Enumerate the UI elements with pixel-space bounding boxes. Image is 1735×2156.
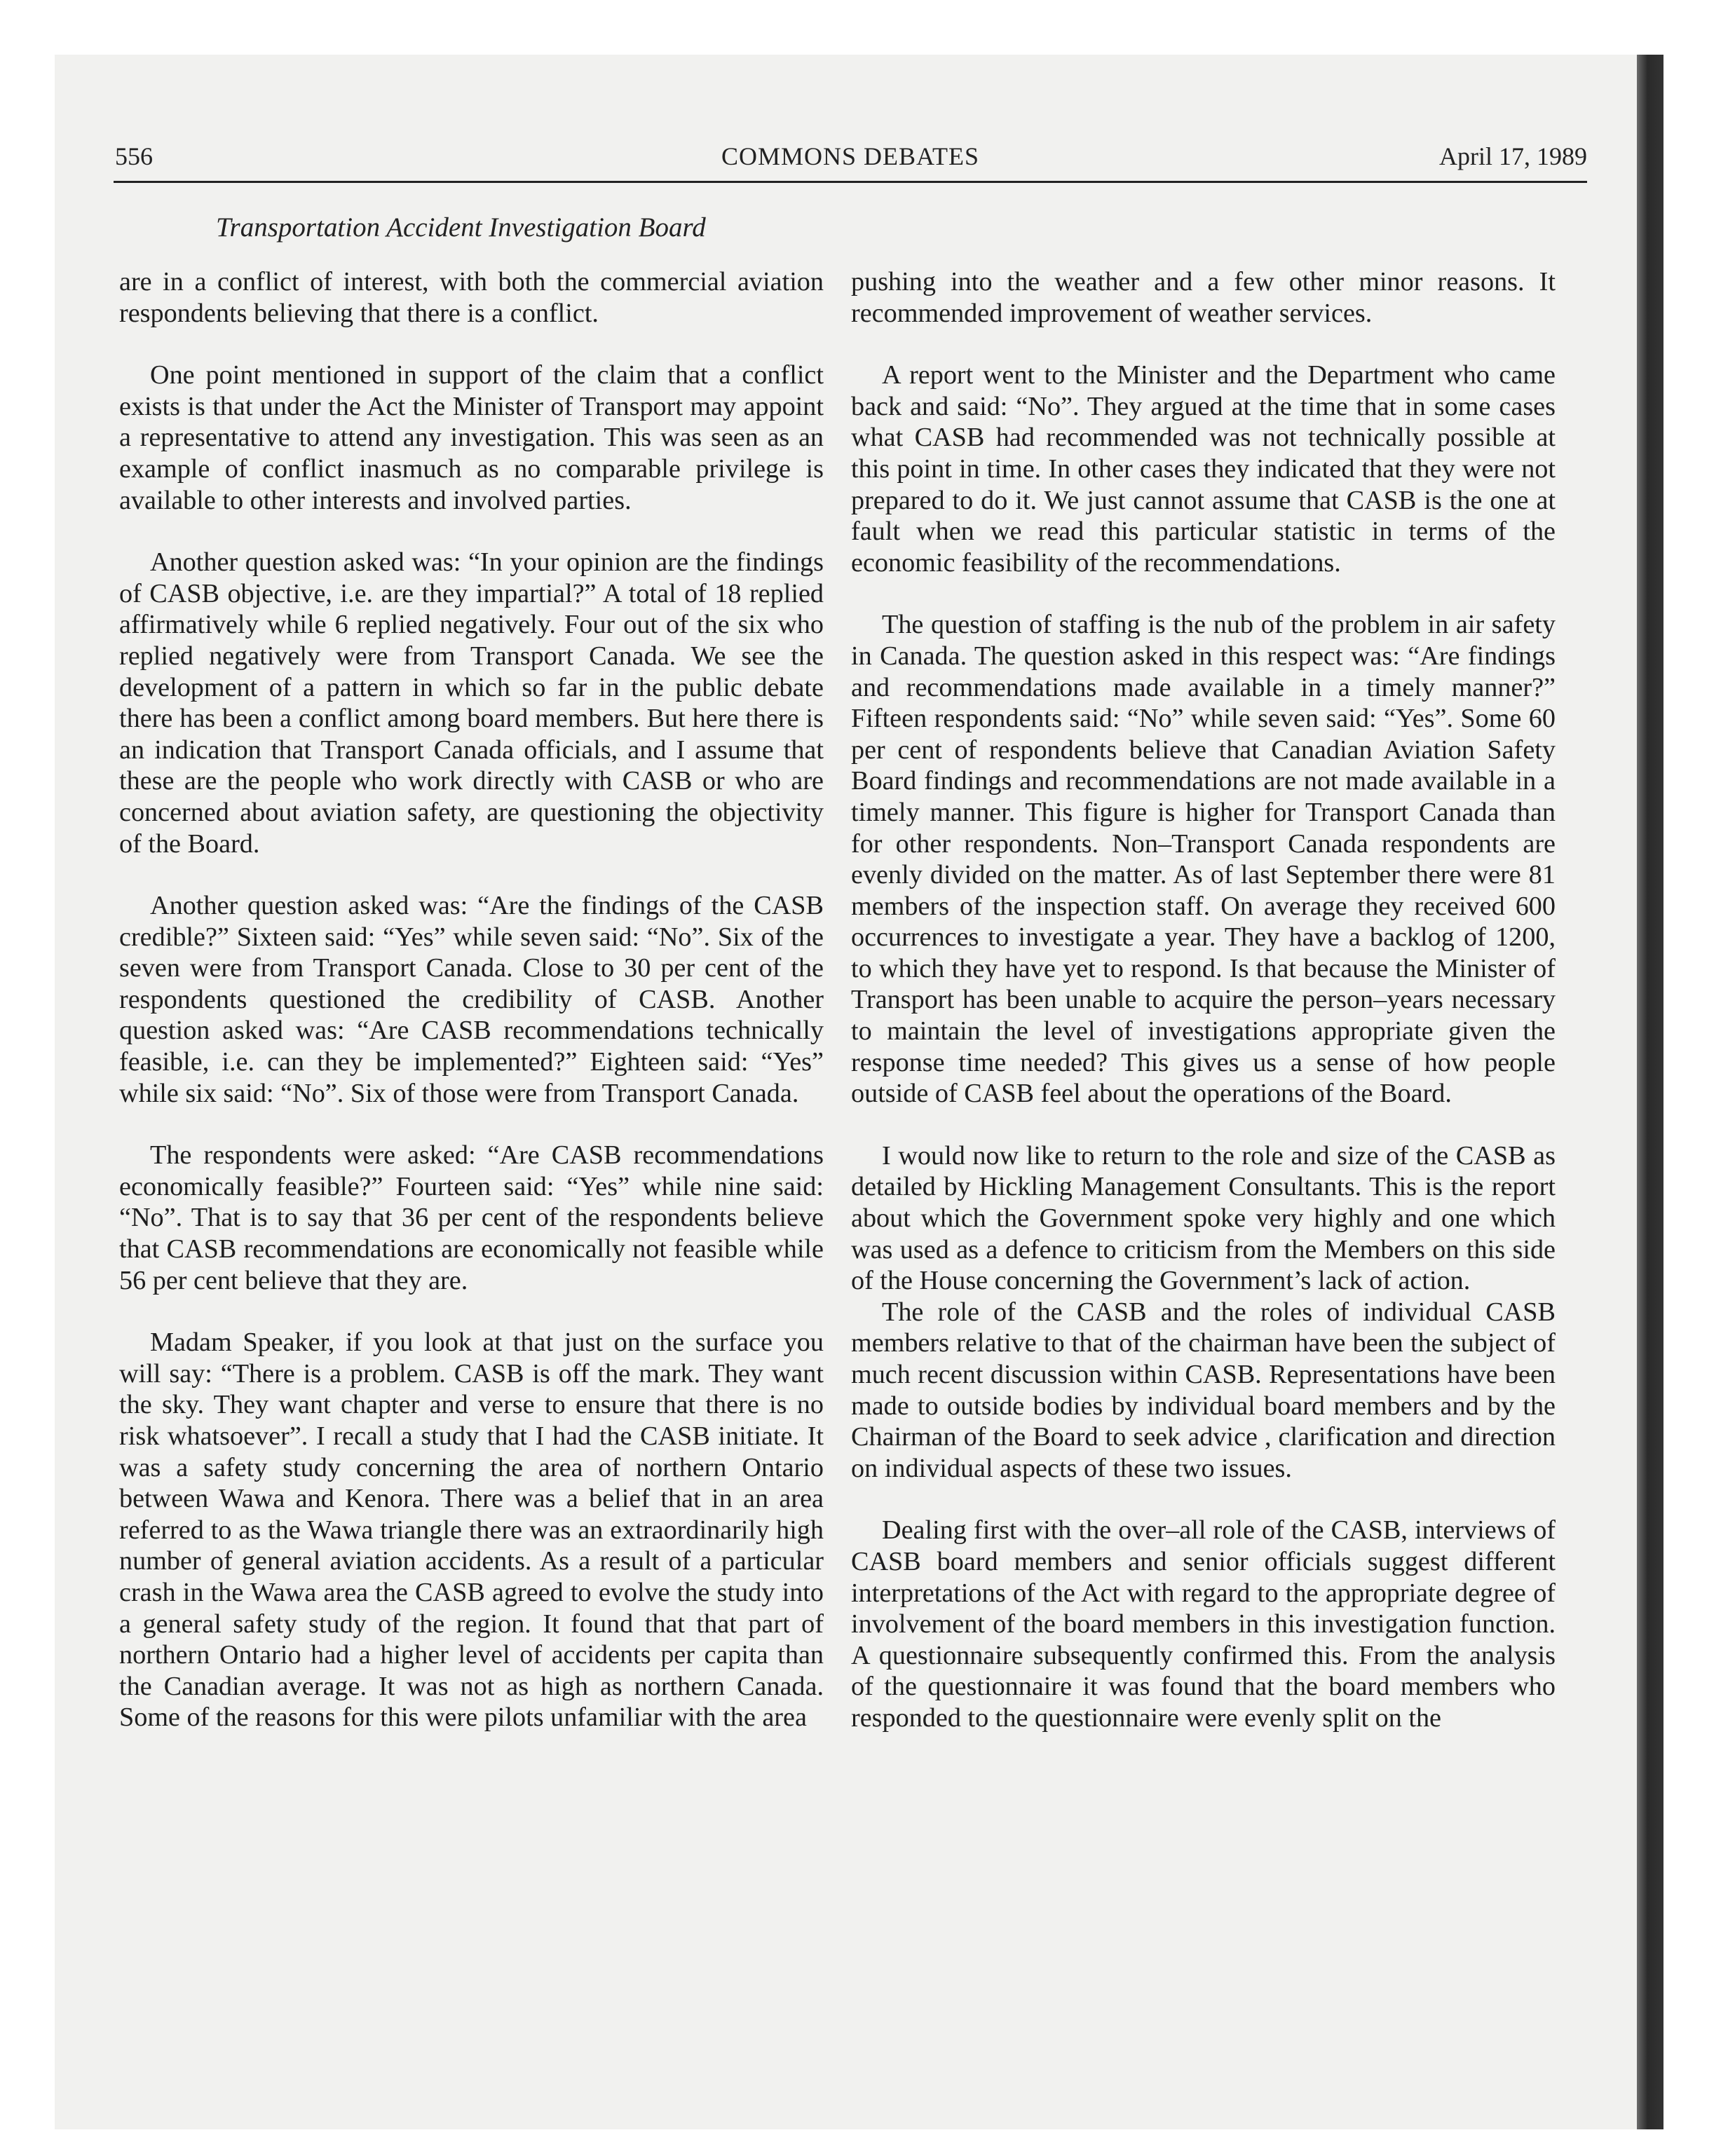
section-title: Transportation Accident Investigation Board <box>216 212 706 243</box>
paragraph: A report went to the Minister and the Department who came back and said: “No”. They argued at the time that in some cases what CASB had recommended was not technically possible at this point in time. In other cases they indicated that they were not prepared to do it. We just cannot assume that CASB is the one at fault when we read this particular statistic in terms of the economic feasibility of the recommendations. <box>851 360 1556 578</box>
paragraph: One point mentioned in support of the claim that a conflict exists is that under the Act the Minister of Transport may appoint a representative to attend any investigation. This was seen as an example of conflict inasmuch as no comparable privilege is available to other interests and involved parties. <box>119 360 824 515</box>
paragraph: The role of the CASB and the roles of individual CASB members relative to that of the chairman have been the subject of much recent discussion within CASB. Representations have been made to outside bodies by individual board members and by the Chairman of the Board to seek advice , clarification and direction on individual aspects of these two issues. <box>851 1297 1556 1483</box>
paragraph: Another question asked was: “Are the findings of the CASB credible?” Sixteen said: “Yes” while seven said: “No”. Six of the seven were from Transport Canada. Close to 30 per cent of the respondents questioned the credibility of CASB. Another question asked was: “Are CASB recommendations technically feasible, i.e. can they be implemented?” Eighteen said: “Yes” while six said: “No”. Six of those were from Transport Canada. <box>119 891 824 1108</box>
right-column <box>851 266 1556 1765</box>
publication-title: COMMONS DEBATES <box>721 142 980 170</box>
left-column <box>119 266 824 1764</box>
paragraph: The question of staffing is the nub of the problem in air safety in Canada. The question asked in this respect was: “Are findings and recommendations made available in a timely manner?” Fifteen respondents said: “No” while seven said: “Yes”. Some 60 per cent of respondents believe that Canadian Aviation Safety Board findings and recommendations are not made available in a timely manner. This figure is higher for Transport Canada than for other respondents. Non–Transport Canada respondents are evenly divided on the matter. As of last September there were 81 members of the inspection staff. On average they received 600 occurrences to investigate a year. They have a backlog of 1200, to which they have yet to respond. Is that because the Minister of Transport has been unable to acquire the person–years necessary to maintain the level of investigations appropriate given the response time needed? This gives us a sense of how people outside of CASB feel about the operations of the Board. <box>851 610 1556 1109</box>
running-header <box>114 139 1587 183</box>
paragraph: Another question asked was: “In your opinion are the findings of CASB objective, i.e. are they impartial?” A total of 18 replied affirmatively while 6 replied negatively. Four out of the six who replied negatively were from Transport Canada. We see the development of a pattern in which so far in the public debate there has been a conflict among board members. But here there is an indication that Transport Canada officials, and I assume that these are the people who work directly with CASB or who are concerned about aviation safety, are questioning the objectivity of the Board. <box>119 547 824 859</box>
page-number: 556 <box>115 142 153 170</box>
paragraph: Madam Speaker, if you look at that just on the surface you will say: “There is a problem. CASB is off the mark. They want the sky. They want chapter and verse to ensure that there is no risk whatsoever”. I recall a study that I had the CASB initiate. It was a safety study concerning the area of northern Ontario between Wawa and Kenora. There was a belief that in an area referred to as the Wawa triangle there was an extraordinarily high number of general aviation accidents. As a result of a particular crash in the Wawa area the CASB agreed to evolve the study into a general safety study of the region. It found that that part of northern Ontario had a higher level of accidents per capita than the Canadian average. It was not as high as northern Canada. Some of the reasons for this were pilots unfamiliar with the area <box>119 1328 824 1733</box>
paragraph: Dealing first with the over–all role of the CASB, interviews of CASB board members and senior officials suggest different interpretations of the Act with regard to the appropriate degree of involvement of the board members in this investigation function. A questionnaire subsequently confirmed this. From the analysis of the questionnaire it was found that the board members who responded to the questionnaire were evenly split on the <box>851 1515 1556 1733</box>
scanned-page <box>55 55 1663 2129</box>
header-date: April 17, 1989 <box>1439 142 1587 170</box>
paragraph: pushing into the weather and a few other minor reasons. It recommended improvement of weather services. <box>851 267 1556 328</box>
paragraph: The respondents were asked: “Are CASB recommendations economically feasible?” Fourteen said: “Yes” while nine said: “No”. That is to say that 36 per cent of the respondents believe that CASB recommendations are economically not feasible while 56 per cent believe that they are. <box>119 1140 824 1295</box>
binding-edge <box>1637 55 1663 2129</box>
paragraph: I would now like to return to the role and size of the CASB as detailed by Hickling Management Consultants. This is the report about which the Government spoke very highly and one which was used as a defence to criticism from the Members on this side of the House concerning the Government’s lack of action. <box>851 1140 1556 1296</box>
paragraph: are in a conflict of interest, with both the commercial aviation respondents believing that there is a conflict. <box>119 267 824 328</box>
